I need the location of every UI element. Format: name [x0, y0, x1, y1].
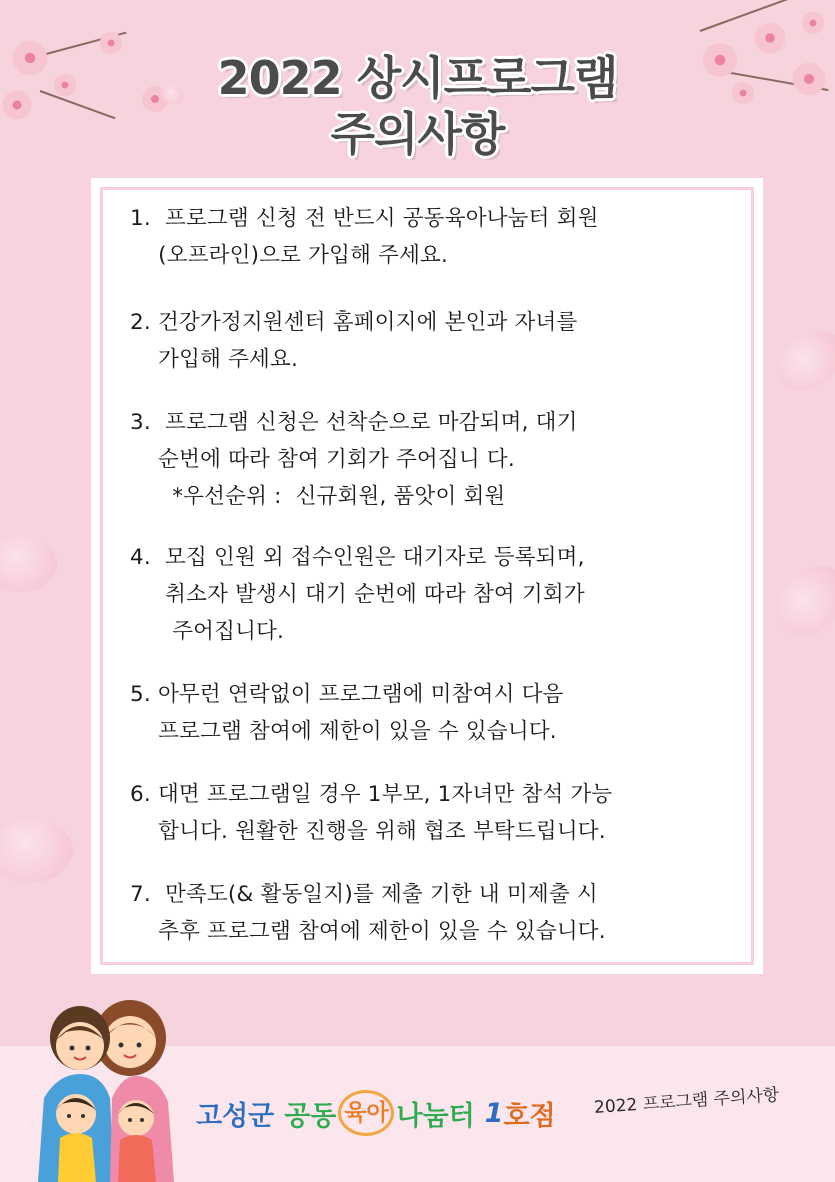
notice-item-7: 7. 만족도(& 활동일지)를 제출 기한 내 미제출 시 추후 프로그램 참여에 제한이 있을 수 있습니다.: [130, 882, 606, 944]
page-title-line2: 주의사항: [330, 107, 505, 161]
brand-childcare-badge: 육아: [338, 1090, 394, 1136]
family-illustration-icon: [18, 998, 188, 1182]
brand-region: 고성군: [196, 1100, 275, 1132]
petal-icon: [768, 323, 835, 400]
brand-sharing-place: 나눔터: [396, 1100, 475, 1132]
petal-icon: [0, 525, 64, 603]
notice-item-2: 2. 건강가정지원센터 홈페이지에 본인과 자녀를 가입해 주세요.: [130, 310, 578, 372]
brand-number: 1: [484, 1097, 504, 1129]
petal-icon: [764, 555, 835, 646]
brand-branch: 호점: [503, 1100, 556, 1132]
notice-item-6: 6. 대면 프로그램일 경우 1부모, 1자녀만 참석 가능 합니다. 원활한 진행을 위해 협조 부탁드립니다.: [130, 782, 613, 844]
center-brand-logo: [196, 1088, 556, 1138]
notice-item-1: 1. 프로그램 신청 전 반드시 공동육아나눔터 회원 (오프라인)으로 가입해 주세요.: [130, 206, 599, 268]
notice-item-4: 4. 모집 인원 외 접수인원은 대기자로 등록되며, 취소자 발생시 대기 순번에 따라 참여 기회가 주어집니다.: [130, 545, 585, 644]
page-title-line1: 2022 상시프로그램: [217, 51, 618, 105]
notice-item-3: 3. 프로그램 신청은 선착순으로 마감되며, 대기 순번에 따라 참여 기회가 주어집니 다. *우선순위 : 신규회원, 품앗이 회원: [130, 410, 578, 509]
notice-item-5: 5. 아무런 연락없이 프로그램에 미참여시 다음 프로그램 참여에 제한이 있을 수 있습니다.: [130, 682, 564, 744]
footer-caption: 2022 프로그램 주의사항: [593, 1085, 780, 1118]
brand-common: 공동: [284, 1100, 337, 1132]
petal-icon: [0, 809, 79, 894]
